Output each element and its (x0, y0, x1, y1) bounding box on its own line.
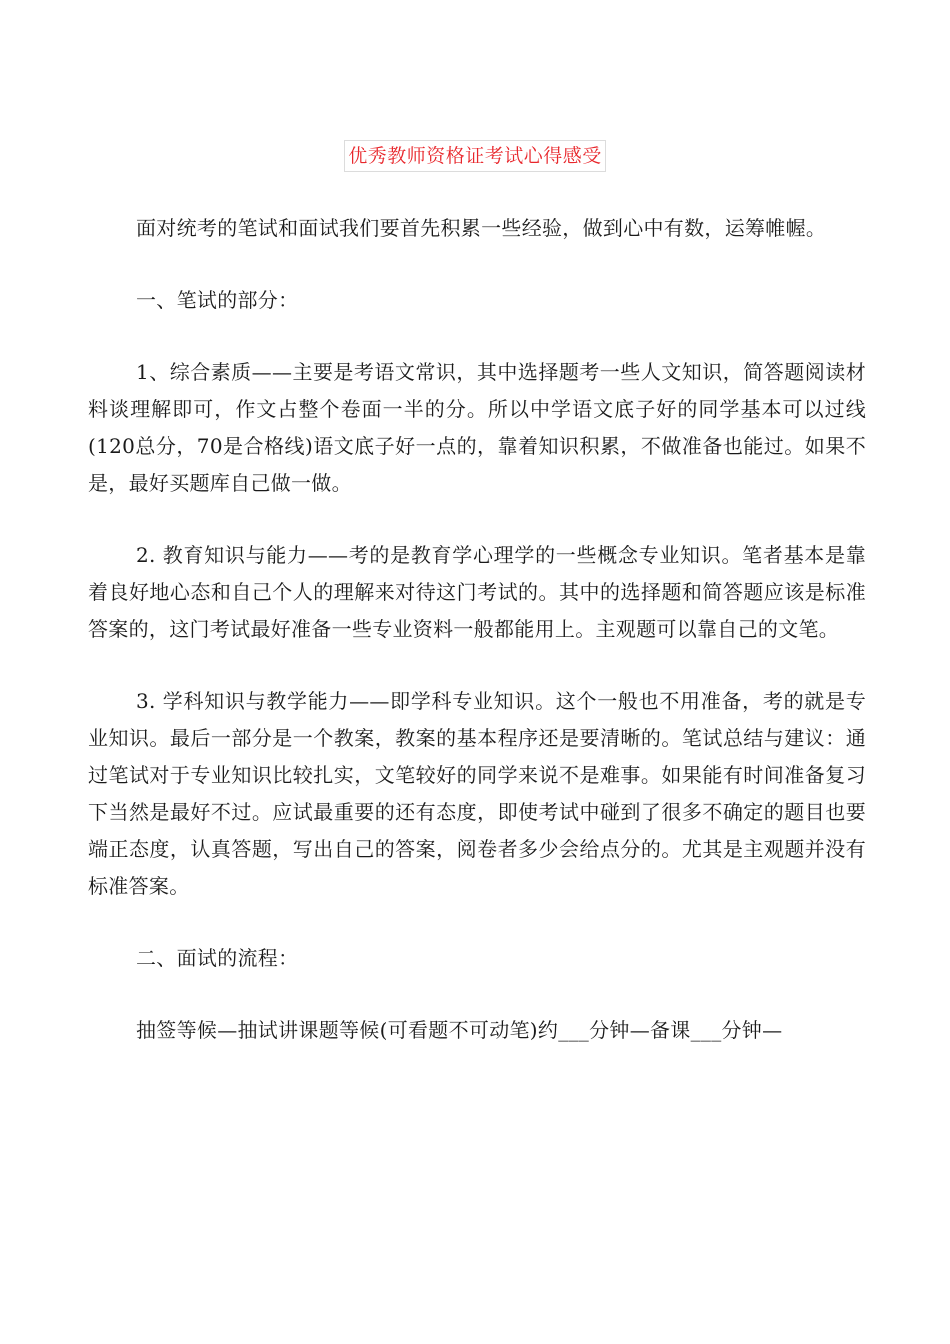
section-heading-interview: 二、面试的流程： (136, 946, 299, 970)
paragraph-interview-process: 抽签等候—抽试讲课题等候(可看题不可动笔)约___分钟—备课___分钟— (136, 1018, 783, 1042)
title-container (0, 140, 950, 172)
intro-paragraph: 面对统考的笔试和面试我们要首先积累一些经验，做到心中有数，运筹帷幄。 (136, 216, 827, 240)
document-body (88, 210, 866, 1084)
section-heading-written-exam: 一、笔试的部分： (136, 288, 299, 312)
paragraph-subject-knowledge: 3. 学科知识与教学能力——即学科专业知识。这个一般也不用准备，考的就是专业知识。最后一部分是一个教案，教案的基本程序还是要清晰的。笔试总结与建议：通过笔试对于专业知识比较扎实，文笔较好的同学来说不是难事。如果能有时间准备复习下当然是最好不过。应试最重要的还有态度，即使考试中碰到了很多不确定的题目也要端正态度，认真答题，写出自己的答案，阅卷者多少会给点分的。尤其是主观题并没有标准答案。 (88, 689, 866, 898)
document-title[interactable]: 优秀教师资格证考试心得感受 (344, 140, 606, 172)
paragraph-education-knowledge: 2. 教育知识与能力——考的是教育学心理学的一些概念专业知识。笔者基本是靠着良好地心态和自己个人的理解来对待这门考试的。其中的选择题和简答题应该是标准答案的，这门考试最好准备一些专业资料一般都能用上。主观题可以靠自己的文笔。 (88, 543, 866, 641)
paragraph-comprehensive-quality: 1、综合素质——主要是考语文常识，其中选择题考一些人文知识，简答题阅读材料谈理解即可，作文占整个卷面一半的分。所以中学语文底子好的同学基本可以过线(120总分，70是合格线)语文底子好一点的，靠着知识积累，不做准备也能过。如果不是，最好买题库自己做一做。 (88, 360, 866, 495)
